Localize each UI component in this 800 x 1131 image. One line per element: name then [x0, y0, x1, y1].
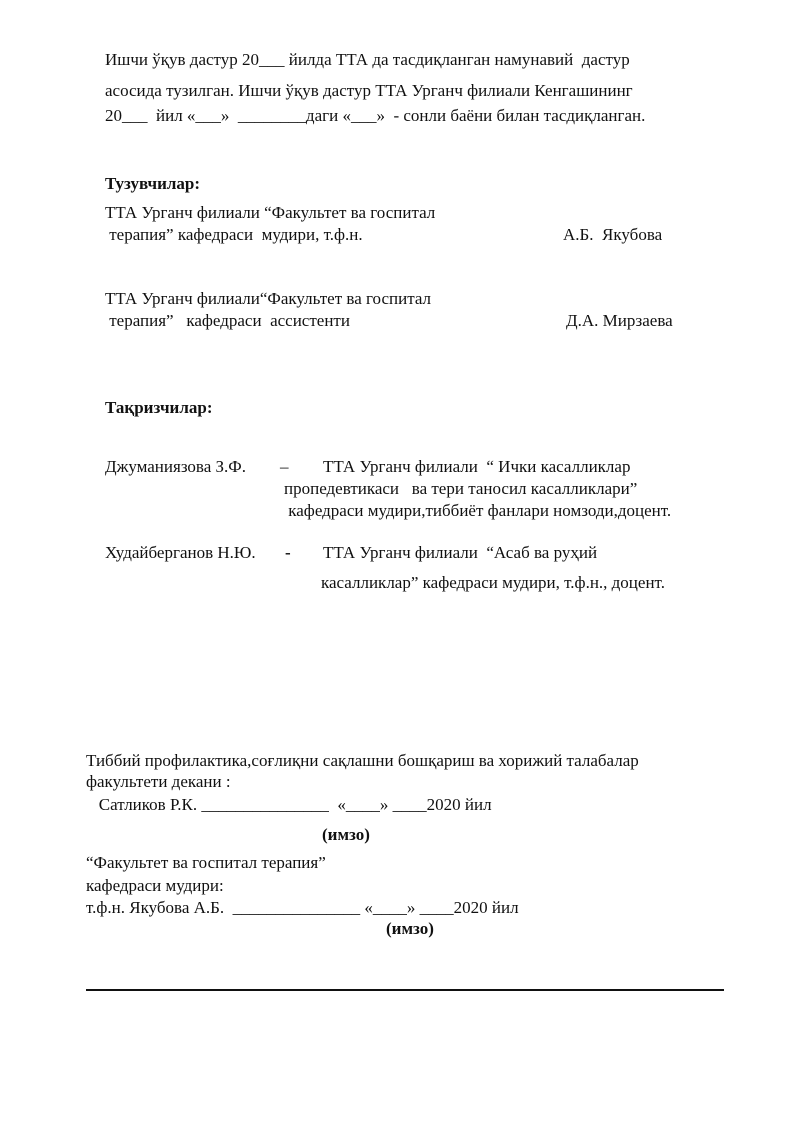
bottom-divider [86, 989, 724, 991]
reviewer-2-name: Худайберганов Н.Ю. [105, 543, 256, 562]
dean-line-1: Тиббий профилактика,соғлиқни сақлашни бошқариш ва хорижий талабалар [86, 751, 639, 770]
author-1-line-1: ТТА Урганч филиали “Факультет ва госпитал [105, 203, 436, 222]
authors-heading: Тузувчилар: [105, 174, 201, 193]
author-1-line-2: терапия” кафедраси мудири, т.ф.н. [105, 225, 363, 244]
head-signature-line: т.ф.н. Якубова А.Б. _______________ «____» ____2020 йил [86, 898, 519, 917]
reviewer-1-line-1: ТТА Урганч филиали “ Ички касалликлар [323, 457, 631, 476]
reviewer-1-dash: – [280, 457, 289, 476]
dean-signature-label: (имзо) [322, 825, 370, 844]
reviewer-2-line-2: касалликлар” кафедраси мудири, т.ф.н., доцент. [321, 573, 665, 592]
head-line-1: “Факультет ва госпитал терапия” [86, 853, 326, 872]
intro-line-2: асосида тузилган. Ишчи ўқув дастур ТТА Урганч филиали Кенгашининг [105, 81, 633, 100]
reviewer-2-line-1: ТТА Урганч филиали “Асаб ва руҳий [323, 543, 598, 562]
reviewer-1-line-3: кафедраси мудири,тиббиёт фанлари номзоди,доцент. [284, 501, 672, 520]
reviewers-heading: Тақризчилар: [105, 398, 213, 417]
intro-line-1: Ишчи ўқув дастур 20___ йилда ТТА да тасдиқланган намунавий дастур [105, 50, 630, 69]
dean-line-2: факультети декани : [86, 772, 231, 791]
author-2-line-2: терапия” кафедраси ассистенти [105, 311, 350, 330]
head-line-2: кафедраси мудири: [86, 876, 224, 895]
author-1-name: А.Б. Якубова [563, 225, 663, 244]
reviewer-1-name: Джуманиязова З.Ф. [105, 457, 246, 476]
dean-signature-line: Сатликов Р.К. _______________ «____» ____2020 йил [86, 795, 492, 814]
author-2-line-1: ТТА Урганч филиали“Факультет ва госпитал [105, 289, 432, 308]
intro-line-3: 20___ йил «___» ________даги «___» - сонли баёни билан тасдиқланган. [105, 106, 646, 125]
reviewer-2-dash: - [285, 543, 291, 562]
author-2-name: Д.А. Мирзаева [566, 311, 673, 330]
reviewer-1-line-2: пропедевтикаси ва тери таносил касалликлари” [284, 479, 638, 498]
head-signature-label: (имзо) [386, 919, 434, 938]
